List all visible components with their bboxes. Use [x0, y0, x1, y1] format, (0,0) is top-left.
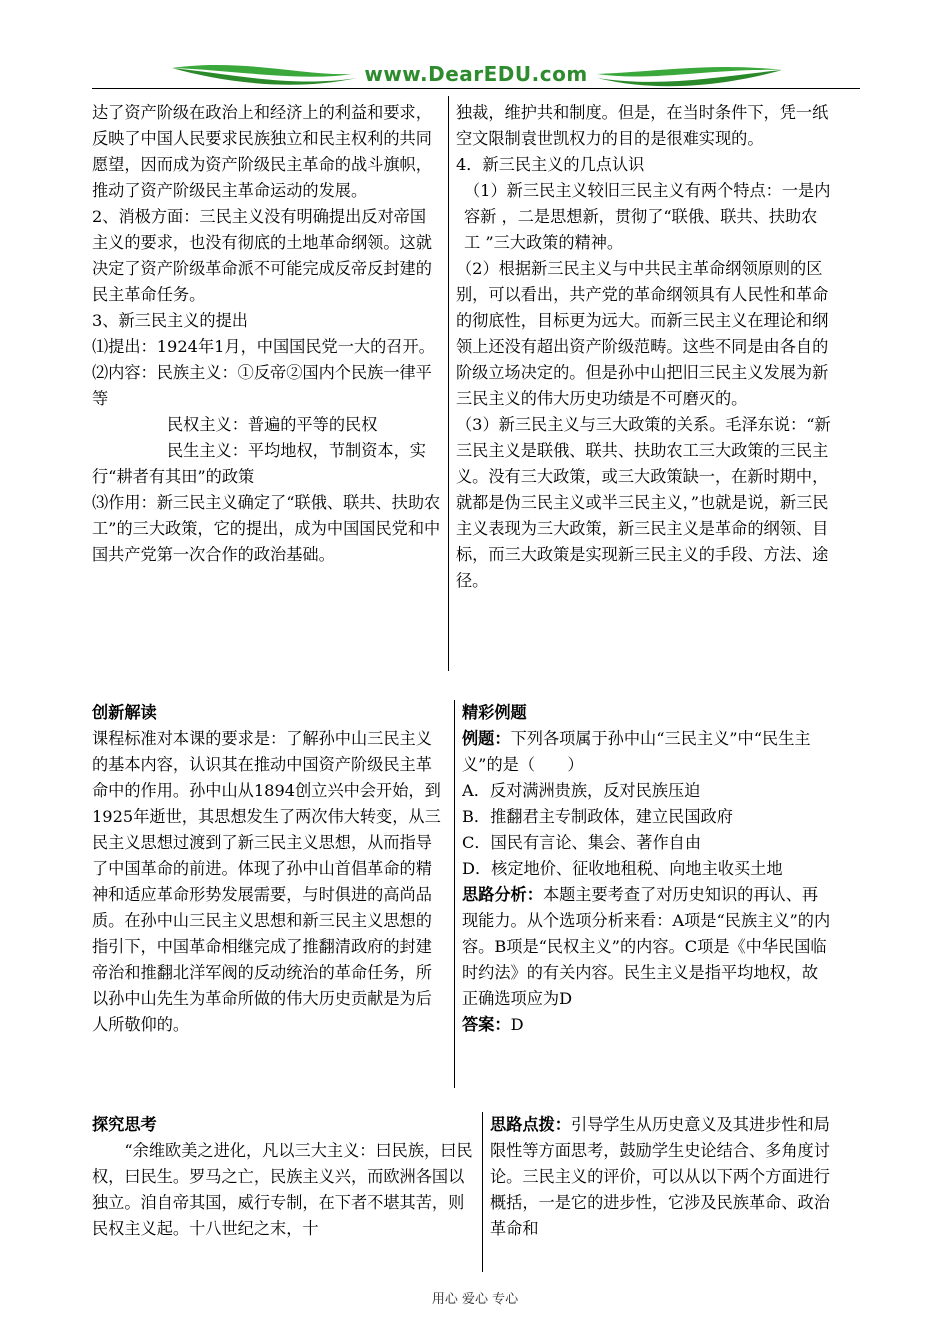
paragraph: （1）新三民主义较旧三民主义有两个特点：一是内容新 ，二是思想新，贯彻了“联俄、联共、扶助农工 ”三大政策的精神。	[464, 181, 831, 252]
answer-label: 答案：	[462, 1015, 511, 1034]
question-label: 例题：	[462, 729, 511, 748]
section-title: 创新解读	[92, 703, 157, 722]
section-title: 精彩例题	[462, 703, 527, 722]
option: D．核定地价、征收地租税、向地主收买土地	[462, 859, 783, 878]
analysis	[462, 882, 834, 1012]
hint-section	[490, 1112, 830, 1272]
answer-text: D	[510, 1015, 524, 1034]
question-text: 下列各项属于孙中山“三民主义”中“民生主义”的是（ ）	[462, 729, 811, 774]
paragraph: 独裁，维护共和制度。但是，在当时条件下，凭一纸空文限制袁世凯权力的目的是很难实现的。	[456, 103, 829, 148]
paragraph: （2）根据新三民主义与中共民主革命纲领原则的区别，可以看出，共产党的革命纲领具有人民性和革命的彻底性，目标更为远大。而新三民主义在理论和纲领上还没有超出资产阶级范畴。这些不同是由各自的阶级立场决定的。但是孙中山把旧三民主义发展为新三民主义的伟大历史功绩是不可磨灭的。	[456, 259, 829, 408]
top-right-column	[456, 100, 832, 670]
paragraph: 达了资产阶级在政治上和经济上的利益和要求，反映了中国人民要求民族独立和民主权利的共同愿望，因而成为资产阶级民主革命的战斗旗帜，推动了资产阶级民主革命运动的发展。	[92, 103, 432, 200]
paragraph: 课程标准对本课的要求是：了解孙中山三民主义的基本内容，认识其在推动中国资产阶级民主革命中的作用。孙中山从1894创立兴中会开始，到1925年逝世，其思想发生了两次伟大转变，从三民主义思想过渡到了新三民主义思想，从而指导了中国革命的前进。体现了孙中山首倡革命的精神和适应革命形势发展需要，与时俱进的高尚品质。在孙中山三民主义思想和新三民主义思想的指引下，中国革命相继完成了推翻清政府的封建帝治和推翻北洋军阀的反动统治的革命任务，所以孙中山先生为革命所做的伟大历史贡献是为后人所敬仰的。	[92, 729, 441, 1034]
top-left-column	[92, 100, 442, 670]
paragraph: 民权主义：普遍的平等的民权	[167, 415, 378, 434]
site-header	[92, 56, 860, 96]
example-section	[462, 700, 834, 1090]
analysis-text: 本题主要考查了对历史知识的再认、再现能力。从个选项分析来看：A项是“民族主义”的内容。B项是“民权主义”的内容。C项是《中华民国临时约法》的有关内容。民生主义是指平均地权，故正确选项应为D	[462, 885, 831, 1008]
paragraph: “余维欧美之进化，凡以三大主义：曰民族，曰民权，曰民生。罗马之亡，民族主义兴，而欧洲各国以独立。洎自帝其国，威行专制，在下者不堪其苦，则民权主义起。十八世纪之末，十	[92, 1141, 473, 1238]
option: A．反对满洲贵族，反对民族压迫	[462, 781, 701, 800]
column-divider	[454, 700, 455, 1088]
option: C．国民有言论、集会、著作自由	[462, 833, 702, 852]
hint-label: 思路点拨：	[490, 1115, 571, 1134]
paragraph: ⑴提出：1924年1月，中国国民党一大的召开。	[92, 337, 435, 356]
column-divider	[448, 96, 449, 671]
paragraph: ⑵内容：民族主义：①反帝②国内个民族一律平等	[92, 363, 432, 408]
answer	[462, 1012, 834, 1038]
section-title: 探究思考	[92, 1115, 157, 1134]
option: B．推翻君主专制政体，建立民国政府	[462, 807, 733, 826]
paragraph: 3、新三民主义的提出	[92, 311, 248, 330]
page-footer: 用心 爱心 专心	[431, 1292, 519, 1307]
question	[462, 726, 834, 778]
explore-section	[92, 1112, 474, 1272]
paragraph: 民生主义：平均地权，节制资本，实行“耕者有其田”的政策	[92, 441, 426, 486]
hint-text: 引导学生从历史意义及其进步性和局限性等方面思考，鼓励学生史论结合、多角度讨论。三民主义的评价，可以从以下两个方面进行概括，一是它的进步性，它涉及民族革命、政治革命和	[490, 1115, 830, 1238]
paragraph: ⑶作用：新三民主义确定了“联俄、联共、扶助农工”的三大政策，它的提出，成为中国国民党和中国共产党第一次合作的政治基础。	[92, 493, 441, 564]
paragraph: 4．新三民主义的几点认识	[456, 155, 645, 174]
analysis-label: 思路分析：	[462, 885, 543, 904]
paragraph: （3）新三民主义与三大政策的关系。毛泽东说：“新三民主义是联俄、联共、扶助农工三大政策的三民主义。没有三大政策，或三大政策缺一，在新时期中，就都是伪三民主义或半三民主义，”也就是说，新三民主义表现为三大政策，新三民主义是革命的纲领、目标，而三大政策是实现新三民主义的手段、方法、途径。	[456, 415, 831, 590]
column-divider	[482, 1112, 483, 1272]
paragraph: 2、消极方面：三民主义没有明确提出反对帝国主义的要求，也没有彻底的土地革命纲领。这就决定了资产阶级革命派不可能完成反帝反封建的民主革命任务。	[92, 207, 432, 304]
header-divider	[92, 88, 860, 89]
innovation-section	[92, 700, 444, 1090]
site-url[interactable]: www.DearEDU.com	[364, 62, 588, 86]
